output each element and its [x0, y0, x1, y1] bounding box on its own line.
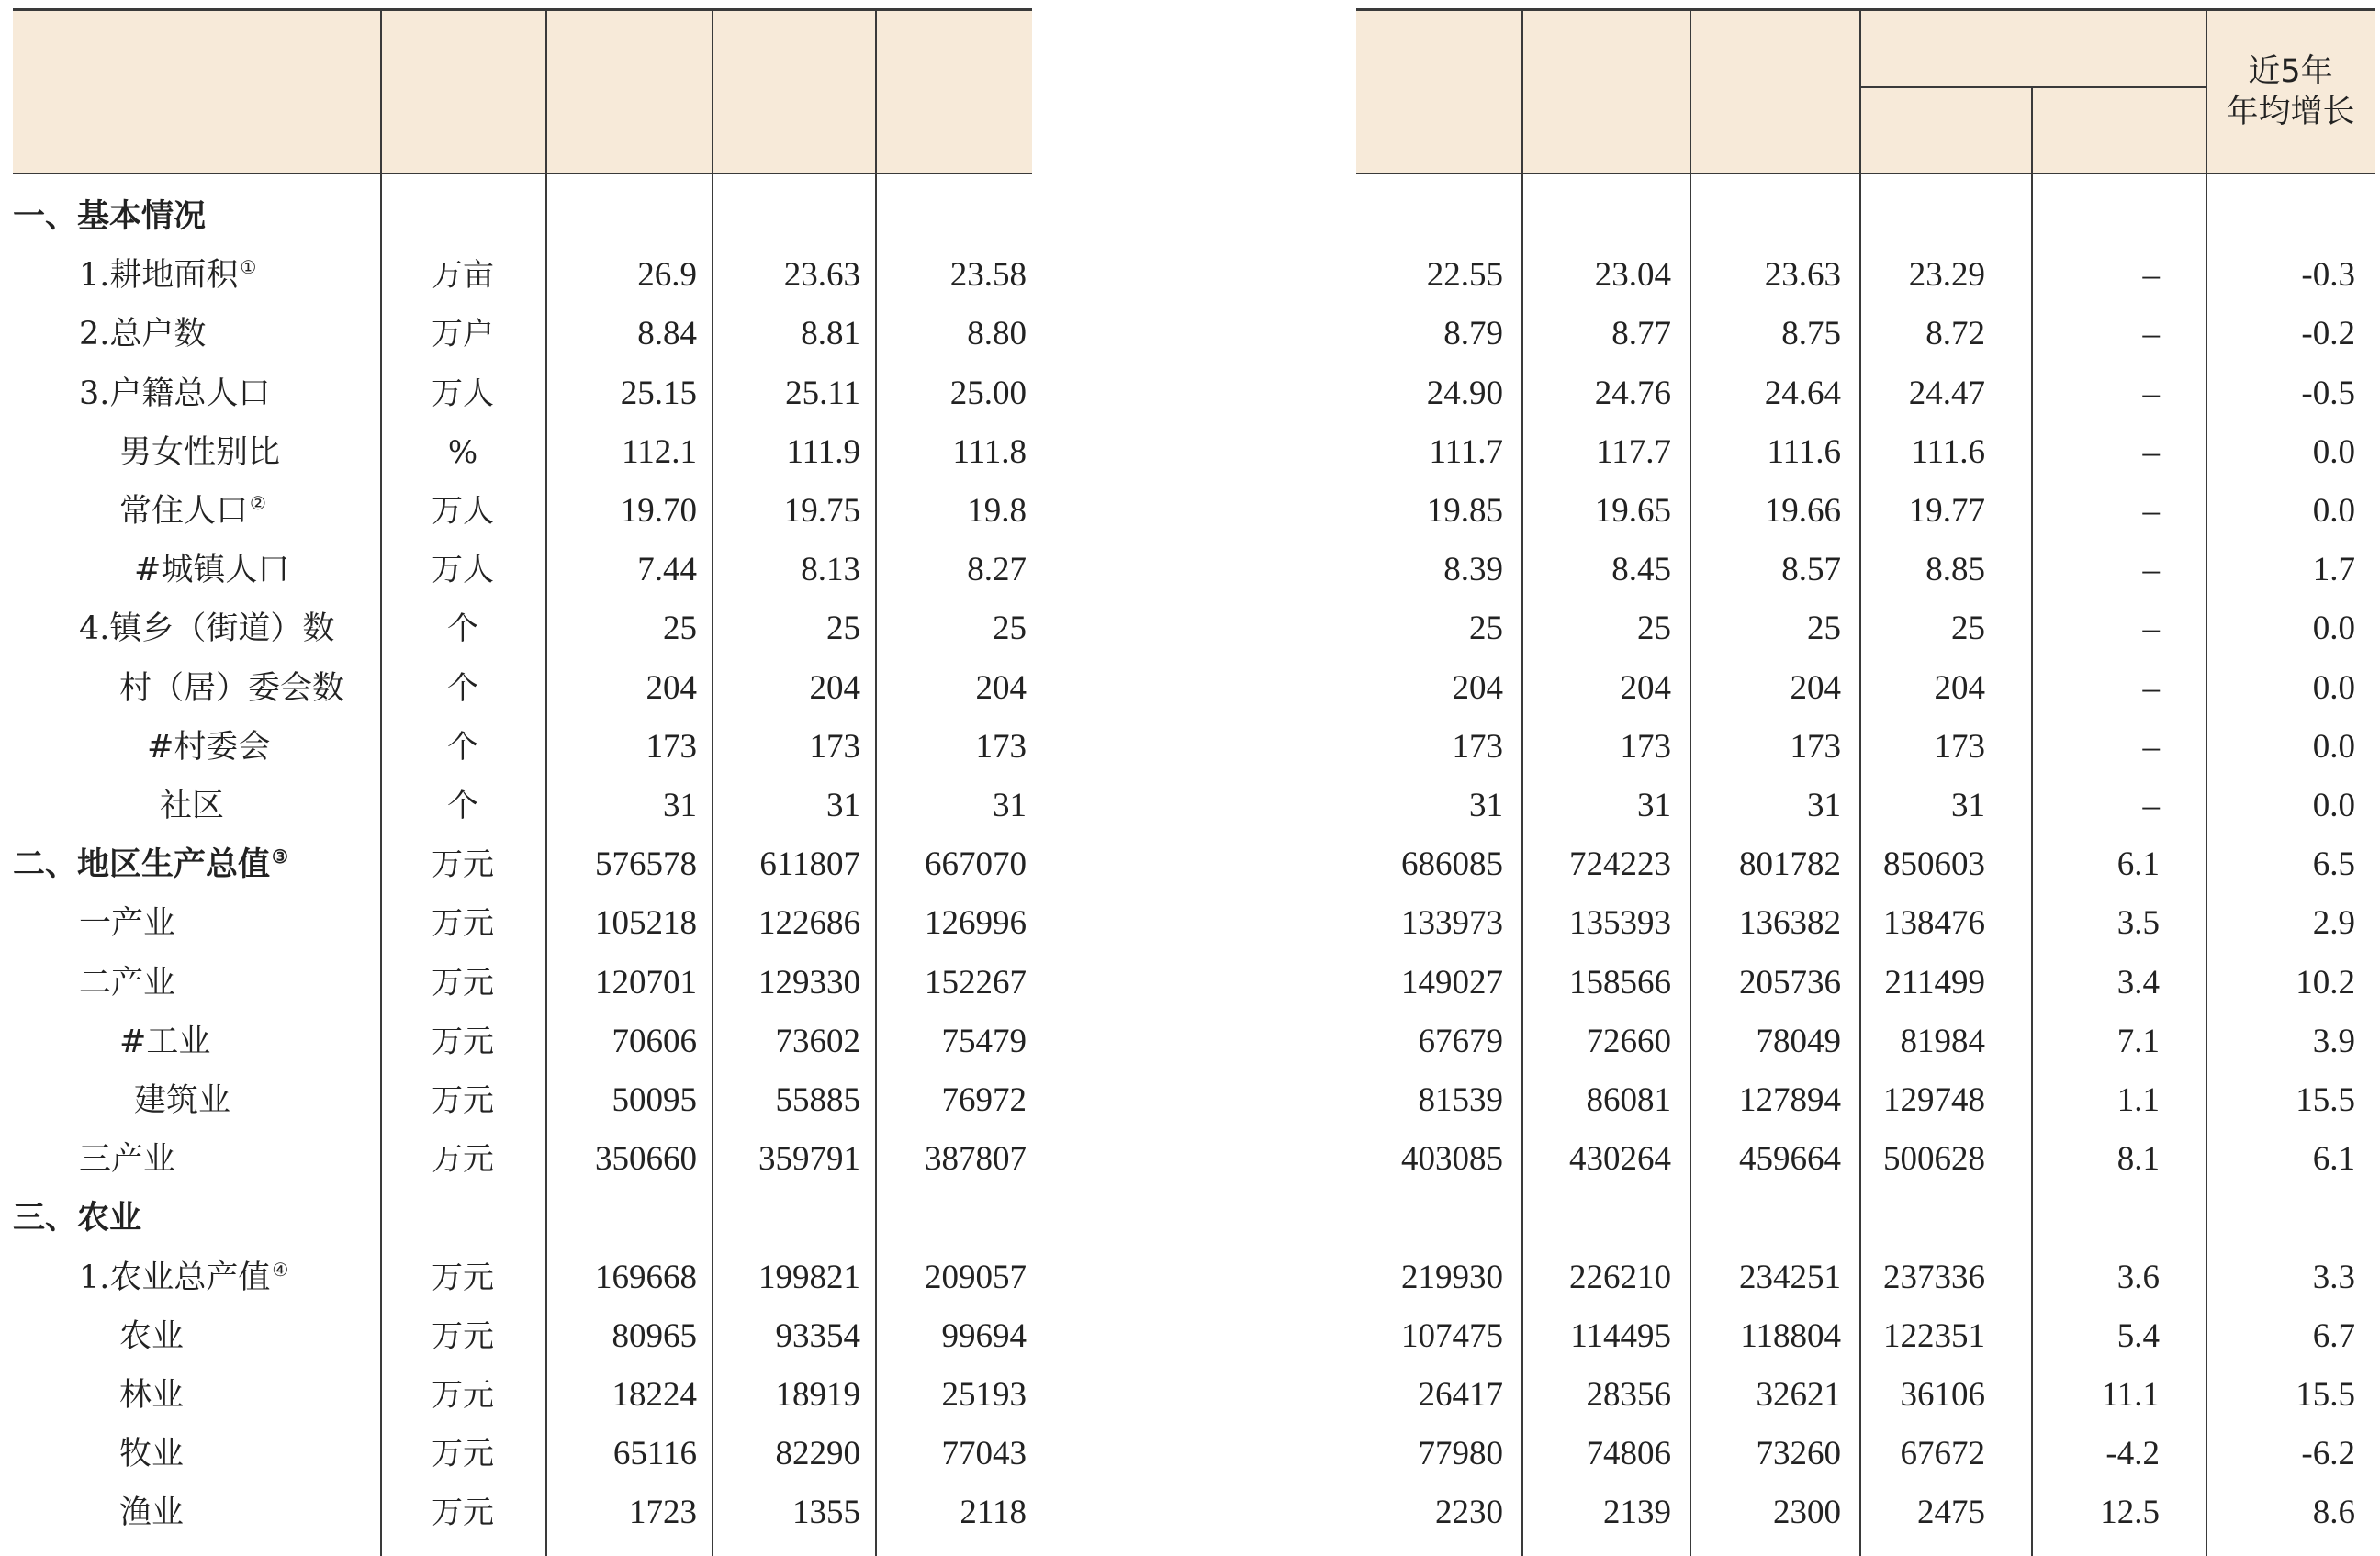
header-year	[545, 10, 712, 173]
row-indicator-name	[147, 718, 270, 777]
header-absolute	[1859, 86, 2031, 173]
row-indicator-name	[13, 1189, 141, 1248]
row-value: -0.2	[2301, 315, 2355, 353]
row-value: 126996	[925, 904, 1027, 942]
row-value: 22.55	[1426, 256, 1503, 294]
row-value: 19.75	[783, 492, 860, 530]
row-value: 19.66	[1764, 492, 1841, 530]
indicator-label: 一、基本情况	[13, 197, 207, 235]
row-value: 111.7	[1429, 433, 1503, 471]
row-unit: 万元	[432, 1436, 494, 1472]
row-value: 430264	[1569, 1140, 1671, 1178]
row-value: 850603	[1883, 845, 1985, 883]
row-value: 25	[993, 610, 1027, 647]
row-value: 2475	[1917, 1494, 1985, 1531]
row-value: 122351	[1883, 1317, 1985, 1355]
row-value: 74806	[1586, 1435, 1671, 1472]
row-value: 8.80	[967, 315, 1027, 353]
row-value: 25	[1469, 610, 1503, 647]
indicator-label: 1.农业总产值	[79, 1259, 271, 1296]
row-value: 226210	[1569, 1259, 1671, 1296]
row-value: -6.2	[2301, 1435, 2355, 1472]
row-unit: 万元	[432, 1318, 494, 1355]
row-value: –	[2142, 669, 2160, 707]
row-value	[545, 1189, 697, 1248]
footnote-marker: ②	[250, 492, 266, 515]
row-value: 78049	[1756, 1023, 1841, 1060]
row-value: 199821	[758, 1259, 860, 1296]
row-value: 81984	[1900, 1023, 1985, 1060]
row-value: 724223	[1569, 845, 1671, 883]
row-value: 129330	[758, 964, 860, 1002]
row-value: 77980	[1418, 1435, 1503, 1472]
row-value: 55885	[775, 1081, 860, 1119]
header-five-year-average	[2206, 10, 2375, 173]
indicator-label: 常住人口	[119, 493, 249, 530]
header-year	[1690, 10, 1859, 173]
row-indicator-name	[119, 1483, 184, 1542]
indicator-label: 4.镇乡（街道）数	[79, 610, 335, 647]
row-unit: 万元	[432, 1377, 494, 1414]
row-value: 500628	[1883, 1140, 1985, 1178]
row-value: 127894	[1739, 1081, 1841, 1119]
row-indicator-name	[119, 423, 280, 482]
row-value: 111.6	[1767, 433, 1841, 471]
indicator-label: 1.耕地面积	[79, 257, 239, 294]
row-value: 7.44	[637, 551, 697, 588]
row-value: 120701	[595, 964, 697, 1002]
footnote-marker: ①	[240, 256, 257, 279]
indicator-label: 一产业	[79, 905, 176, 942]
row-value: 76972	[941, 1081, 1027, 1119]
row-value: 204	[1620, 669, 1671, 707]
row-value: 0.0	[2312, 787, 2355, 824]
row-value: 114495	[1570, 1317, 1671, 1355]
row-value: 136382	[1739, 904, 1841, 942]
row-indicator-name	[13, 835, 288, 894]
row-value: 387807	[925, 1140, 1027, 1178]
row-value: –	[2142, 256, 2160, 294]
row-value: 6.5	[2312, 845, 2355, 883]
row-indicator-name	[119, 1013, 210, 1071]
row-unit: 万元	[432, 1082, 494, 1119]
row-value: 26.9	[637, 256, 697, 294]
row-unit: %	[447, 434, 478, 471]
row-indicator-name	[79, 305, 206, 364]
indicator-label: 二产业	[79, 965, 176, 1002]
row-unit: 个	[447, 729, 478, 766]
row-indicator-name	[134, 1071, 230, 1130]
row-value: 8.84	[637, 315, 697, 353]
header-rule-left	[13, 173, 1032, 174]
row-value: 18919	[775, 1376, 860, 1414]
row-value: 1355	[792, 1494, 860, 1531]
row-value: 117.7	[1596, 433, 1671, 471]
row-value: 237336	[1883, 1259, 1985, 1296]
row-value	[1521, 187, 1671, 246]
row-value: 8.13	[801, 551, 860, 588]
row-value: 19.8	[967, 492, 1027, 530]
row-indicator-name	[134, 541, 289, 599]
row-unit: 万户	[432, 316, 494, 353]
row-indicator-name	[79, 1130, 175, 1189]
row-value: 31	[1637, 787, 1671, 824]
row-value: 75479	[941, 1023, 1027, 1060]
row-value: 50095	[612, 1081, 697, 1119]
row-value: 81539	[1418, 1081, 1503, 1119]
indicator-label: #城镇人口	[134, 552, 290, 588]
row-value: 67679	[1418, 1023, 1503, 1060]
row-value	[1690, 1189, 1841, 1248]
row-value: 10.2	[2296, 964, 2355, 1002]
row-value: 234251	[1739, 1259, 1841, 1296]
row-value: 24.76	[1594, 375, 1671, 412]
row-value: 350660	[595, 1140, 697, 1178]
row-value: 31	[1951, 787, 1985, 824]
row-value: 5.4	[2116, 1317, 2160, 1355]
row-value: 8.1	[2116, 1140, 2160, 1178]
row-indicator-name	[160, 777, 224, 835]
row-value: 138476	[1883, 904, 1985, 942]
row-value: 8.39	[1443, 551, 1503, 588]
row-value: 18224	[612, 1376, 697, 1414]
row-unit: 万元	[432, 905, 494, 942]
row-value: 204	[646, 669, 697, 707]
row-value: 32621	[1756, 1376, 1841, 1414]
row-value: 12.5	[2100, 1494, 2160, 1531]
row-value: 25	[1807, 610, 1841, 647]
row-value: 107475	[1401, 1317, 1503, 1355]
row-value: 3.6	[2116, 1259, 2160, 1296]
row-unit: 万人	[432, 375, 494, 412]
indicator-label: #工业	[119, 1024, 211, 1060]
row-unit: 个	[447, 610, 478, 647]
row-value: 3.3	[2312, 1259, 2355, 1296]
indicator-label: 2.总户数	[79, 316, 207, 353]
indicator-label: #村委会	[147, 729, 271, 766]
row-value: 28356	[1586, 1376, 1671, 1414]
row-value: 67672	[1900, 1435, 1985, 1472]
row-value: 31	[826, 787, 860, 824]
row-value: 173	[646, 728, 697, 766]
row-value: 173	[1790, 728, 1841, 766]
row-value: 152267	[925, 964, 1027, 1002]
indicator-label: 村（居）委会数	[119, 670, 345, 707]
row-value: 2230	[1435, 1494, 1503, 1531]
row-indicator-name	[13, 187, 206, 246]
row-value: 0.0	[2312, 610, 2355, 647]
row-value: 99694	[941, 1317, 1027, 1355]
row-value: 25.15	[620, 375, 697, 412]
row-value: 15.5	[2296, 1081, 2355, 1119]
row-unit: 万元	[432, 1141, 494, 1178]
row-value: 8.6	[2312, 1494, 2355, 1531]
row-value: 211499	[1884, 964, 1985, 1002]
row-value: 611807	[759, 845, 860, 883]
row-value: 8.57	[1781, 551, 1841, 588]
row-value: 209057	[925, 1259, 1027, 1296]
row-value: 8.75	[1781, 315, 1841, 353]
row-value: 6.7	[2312, 1317, 2355, 1355]
row-value: 3.4	[2116, 964, 2160, 1002]
row-value: 0.0	[2312, 492, 2355, 530]
row-value: 0.0	[2312, 728, 2355, 766]
row-value: 7.1	[2116, 1023, 2160, 1060]
row-value: 23.04	[1594, 256, 1671, 294]
indicator-label: 农业	[119, 1318, 185, 1355]
row-value: 70606	[612, 1023, 697, 1060]
row-value: 23.29	[1908, 256, 1985, 294]
row-value: 3.9	[2312, 1023, 2355, 1060]
row-indicator-name	[79, 954, 175, 1013]
row-value: 80965	[612, 1317, 697, 1355]
row-value: 23.58	[949, 256, 1027, 294]
row-value: 459664	[1739, 1140, 1841, 1178]
row-value: 111.8	[952, 433, 1027, 471]
row-value	[2031, 1189, 2160, 1248]
indicator-label: 3.户籍总人口	[79, 375, 271, 412]
row-value: 6.1	[2116, 845, 2160, 883]
row-unit: 万元	[432, 1494, 494, 1531]
row-value: 25	[1637, 610, 1671, 647]
row-unit: 个	[447, 788, 478, 824]
row-value: 24.64	[1764, 375, 1841, 412]
row-value: 135393	[1569, 904, 1671, 942]
row-value: 24.90	[1426, 375, 1503, 412]
row-indicator-name	[79, 1248, 288, 1307]
header-year	[875, 10, 1032, 173]
row-value: 25	[1951, 610, 1985, 647]
row-value: 2139	[1603, 1494, 1671, 1531]
row-value	[2031, 187, 2160, 246]
row-value: 219930	[1401, 1259, 1503, 1296]
row-value: –	[2142, 375, 2160, 412]
indicator-label: 二、地区生产总值	[13, 845, 271, 883]
row-value: 173	[809, 728, 860, 766]
row-value: 204	[1452, 669, 1503, 707]
row-indicator-name	[119, 659, 344, 718]
row-value: 19.70	[620, 492, 697, 530]
row-unit: 万元	[432, 846, 494, 883]
row-value: 31	[993, 787, 1027, 824]
row-value	[712, 1189, 860, 1248]
row-value: 8.79	[1443, 315, 1503, 353]
row-value: 8.85	[1925, 551, 1985, 588]
row-value: 122686	[758, 904, 860, 942]
row-value: 1.7	[2312, 551, 2355, 588]
row-value: 0.0	[2312, 433, 2355, 471]
row-value	[1859, 1189, 1985, 1248]
row-value: 31	[1807, 787, 1841, 824]
row-value: 667070	[925, 845, 1027, 883]
indicator-label: 男女性别比	[119, 434, 281, 471]
row-value: –	[2142, 610, 2160, 647]
row-value: 86081	[1586, 1081, 1671, 1119]
row-value: 2300	[1773, 1494, 1841, 1531]
row-value: –	[2142, 433, 2160, 471]
row-unit: 万人	[432, 493, 494, 530]
row-value: -4.2	[2105, 1435, 2160, 1472]
indicator-label: 三、农业	[13, 1199, 142, 1237]
row-value: 118804	[1740, 1317, 1841, 1355]
row-value	[1356, 187, 1503, 246]
row-value: 23.63	[783, 256, 860, 294]
header-year-2025	[1859, 10, 2206, 86]
row-value: 149027	[1401, 964, 1503, 1002]
row-value: 204	[809, 669, 860, 707]
row-value	[875, 187, 1027, 246]
row-value	[1690, 187, 1841, 246]
row-value: 173	[1452, 728, 1503, 766]
row-indicator-name	[79, 599, 334, 658]
row-value: 158566	[1569, 964, 1671, 1002]
row-value: 173	[1620, 728, 1671, 766]
row-value: 173	[975, 728, 1027, 766]
row-value: 204	[1790, 669, 1841, 707]
row-value: 77043	[941, 1435, 1027, 1472]
row-value	[2206, 187, 2355, 246]
indicator-label: 建筑业	[134, 1082, 231, 1119]
header-year	[712, 10, 875, 173]
row-value	[1521, 1189, 1671, 1248]
indicator-label: 林业	[119, 1377, 185, 1414]
row-value: –	[2142, 492, 2160, 530]
row-value: 1723	[629, 1494, 697, 1531]
indicator-label: 牧业	[119, 1436, 185, 1472]
row-indicator-name	[119, 1366, 184, 1425]
row-value: 2.9	[2312, 904, 2355, 942]
row-value: 19.85	[1426, 492, 1503, 530]
header-avg-line1: 近5年	[2248, 52, 2333, 90]
row-indicator-name	[119, 482, 266, 541]
indicator-label: 社区	[160, 788, 225, 824]
header-indicator-name	[13, 10, 380, 173]
row-value: 8.27	[967, 551, 1027, 588]
row-value: –	[2142, 728, 2160, 766]
row-value: 133973	[1401, 904, 1503, 942]
header-unit	[380, 10, 545, 173]
row-indicator-name	[119, 1425, 184, 1483]
row-indicator-name	[119, 1307, 184, 1366]
header-year	[1521, 10, 1690, 173]
row-value: 36106	[1900, 1376, 1985, 1414]
row-value: 73260	[1756, 1435, 1841, 1472]
row-value: 26417	[1418, 1376, 1503, 1414]
row-value	[1859, 187, 1985, 246]
row-value: 25193	[941, 1376, 1027, 1414]
row-value: –	[2142, 315, 2160, 353]
header-growth	[2031, 86, 2206, 173]
row-indicator-name	[79, 246, 256, 305]
row-value	[875, 1189, 1027, 1248]
row-value	[2206, 1189, 2355, 1248]
row-value: 6.1	[2312, 1140, 2355, 1178]
row-value: 24.47	[1908, 375, 1985, 412]
row-unit: 万元	[432, 1259, 494, 1296]
row-value: 112.1	[622, 433, 697, 471]
row-unit: 万元	[432, 965, 494, 1002]
row-value: 686085	[1401, 845, 1503, 883]
row-unit: 万亩	[432, 257, 494, 294]
row-value: 3.5	[2116, 904, 2160, 942]
row-value: 173	[1934, 728, 1985, 766]
row-value: 111.9	[786, 433, 860, 471]
row-value: 82290	[775, 1435, 860, 1472]
header-rule-right	[1356, 173, 2375, 174]
header-avg-line2: 年均增长	[2226, 93, 2355, 130]
row-value	[1356, 1189, 1503, 1248]
row-value: 1.1	[2116, 1081, 2160, 1119]
row-value: 25	[826, 610, 860, 647]
row-value: 204	[1934, 669, 1985, 707]
row-unit	[380, 187, 545, 246]
row-value: 31	[1469, 787, 1503, 824]
row-value: 73602	[775, 1023, 860, 1060]
row-value: 8.72	[1925, 315, 1985, 353]
row-unit	[380, 1189, 545, 1248]
row-value: 105218	[595, 904, 697, 942]
row-value: 25	[663, 610, 697, 647]
row-unit: 万人	[432, 552, 494, 588]
footnote-marker: ④	[272, 1259, 289, 1282]
row-value: 359791	[758, 1140, 860, 1178]
row-value: 204	[975, 669, 1027, 707]
row-value: 8.81	[801, 315, 860, 353]
row-value: 19.65	[1594, 492, 1671, 530]
row-value: 169668	[595, 1259, 697, 1296]
indicator-label: 三产业	[79, 1141, 176, 1178]
row-value: 11.1	[2101, 1376, 2160, 1414]
row-value: 0.0	[2312, 669, 2355, 707]
row-value: 19.77	[1908, 492, 1985, 530]
row-value: –	[2142, 787, 2160, 824]
row-unit: 万元	[432, 1024, 494, 1060]
row-value: 8.45	[1611, 551, 1671, 588]
row-value	[712, 187, 860, 246]
indicator-label: 渔业	[119, 1494, 185, 1531]
row-value: 403085	[1401, 1140, 1503, 1178]
row-value: 576578	[595, 845, 697, 883]
row-value: 801782	[1739, 845, 1841, 883]
row-value: 8.77	[1611, 315, 1671, 353]
row-value: 25.00	[949, 375, 1027, 412]
header-year	[1356, 10, 1521, 173]
row-value: 129748	[1883, 1081, 1985, 1119]
row-value: 2118	[960, 1494, 1027, 1531]
row-value: 72660	[1586, 1023, 1671, 1060]
row-value: –	[2142, 551, 2160, 588]
row-unit: 个	[447, 670, 478, 707]
row-value: 23.63	[1764, 256, 1841, 294]
row-value: 25.11	[785, 375, 860, 412]
row-value: -0.5	[2301, 375, 2355, 412]
row-value	[545, 187, 697, 246]
row-value: 93354	[775, 1317, 860, 1355]
row-value: 205736	[1739, 964, 1841, 1002]
row-value: 111.6	[1911, 433, 1985, 471]
footnote-marker: ③	[272, 845, 288, 868]
row-value: 31	[663, 787, 697, 824]
row-value: 65116	[612, 1435, 697, 1472]
row-indicator-name	[79, 364, 270, 423]
row-indicator-name	[79, 894, 175, 953]
row-value: -0.3	[2301, 256, 2355, 294]
row-value: 15.5	[2296, 1376, 2355, 1414]
